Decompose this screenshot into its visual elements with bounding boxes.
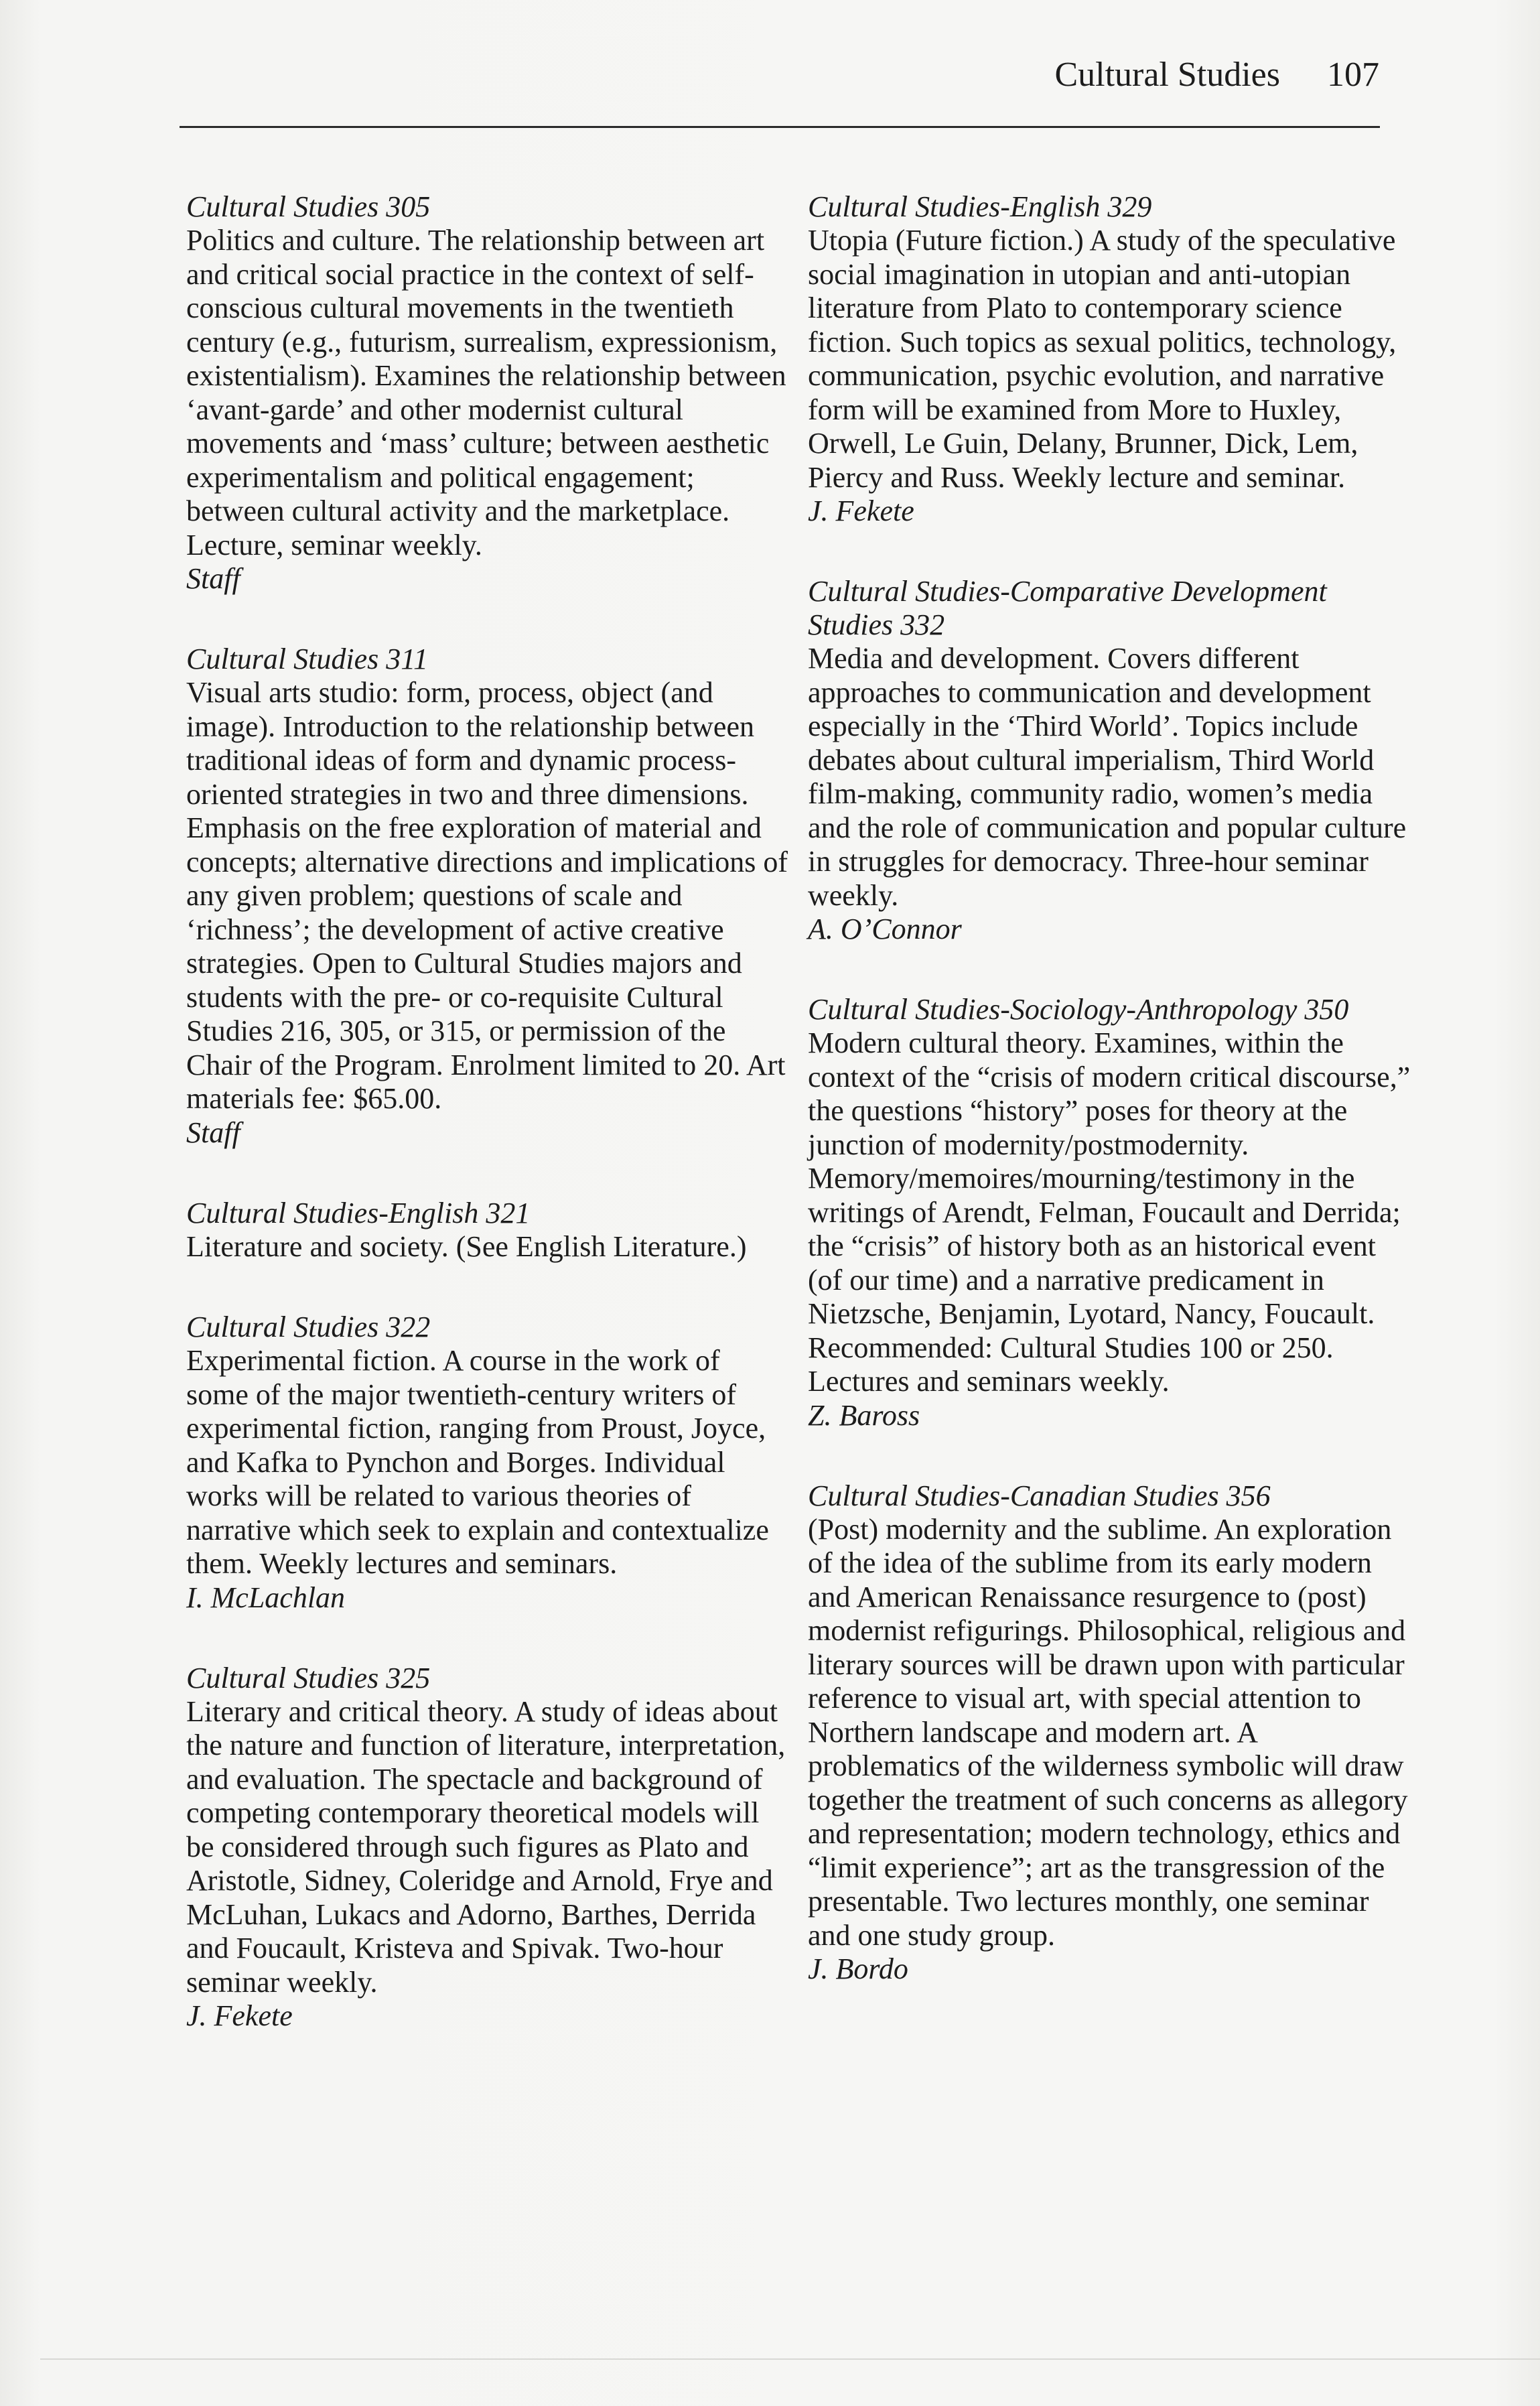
course-title: Cultural Studies-Canadian Studies 356 [808,1479,1271,1512]
running-header [1054,55,1379,94]
course-description: Experimental fiction. A course in the work of some of the major twentieth-century writers of experimental fiction, ranging from Proust, Joyce, and Kafka to Pynchon and Borges. Individual works will be related to various theories of narrative which seek to explain and contextualize them. Weekly lectures and seminars. [186,1344,769,1580]
left-column [186,190,789,2080]
course-instructor: Staff [186,1116,240,1149]
course-description: (Post) modernity and the sublime. An exploration of the idea of the sublime from its early modern and American Renaissance resurgence to (post) modernist refigurings. Philosophical, religious and literary sources will be drawn upon with particular reference to visual art, with special attention to Northern landscape and modern art. A problematics of the wilderness symbolic will draw together the treatment of such concerns as allegory and representation; modern technology, ethics and “limit experience”; art as the transgression of the presentable. Two lectures monthly, one seminar and one study group. [808,1512,1408,1952]
course-description: Politics and culture. The relationship between art and critical social practice in the context of self-conscious cultural movements in the twentieth century (e.g., futurism, surrealism, expressionism, existentialism). Examines the relationship between ‘avant-garde’ and other modernist cultural movements and ‘mass’ culture; between aesthetic experimentalism and political engagement; between cultural activity and the marketplace. Lecture, seminar weekly. [186,224,786,561]
page-number: 107 [1327,56,1379,94]
course-title: Cultural Studies-Comparative Development Studies 332 [808,575,1327,641]
course-title: Cultural Studies 325 [186,1661,431,1694]
course-instructor: J. Fekete [808,494,914,527]
course-entry [808,575,1411,946]
right-column [808,190,1411,2033]
course-title: Cultural Studies-English 329 [808,190,1152,223]
course-instructor: Staff [186,562,240,595]
course-entry [808,190,1411,528]
course-title: Cultural Studies 322 [186,1311,431,1343]
course-entry [186,1311,789,1615]
section-title: Cultural Studies [1054,56,1280,94]
page-bottom-edge [40,2358,1540,2360]
course-title: Cultural Studies 311 [186,643,428,675]
course-entry [186,1662,789,2033]
course-title: Cultural Studies-English 321 [186,1196,531,1229]
course-instructor: J. Bordo [808,1952,908,1985]
course-entry [186,1197,789,1264]
course-instructor: I. McLachlan [186,1581,346,1614]
course-title: Cultural Studies 305 [186,190,431,223]
course-instructor: J. Fekete [186,1999,293,2032]
header-rule [180,126,1380,128]
course-description: Media and development. Covers different approaches to communication and development especially in the ‘Third World’. Topics include debates about cultural imperialism, Third World film-making, community radio, women’s media and the role of communication and popular culture in struggles for democracy. Three-hour seminar weekly. [808,642,1407,912]
course-description: Modern cultural theory. Examines, within the context of the “crisis of modern critical discourse,” the questions “history” poses for theory at the junction of modernity/postmodernity. Memory/memoires/mourning/testimony in the writings of Arendt, Felman, Foucault and Derrida; the “crisis” of history both as an historical event (of our time) and a narrative predicament in Nietzsche, Benjamin, Lyotard, Nancy, Foucault. Recommended: Cultural Studies 100 or 250. Lectures and seminars weekly. [808,1026,1411,1398]
course-entry [186,190,789,596]
course-description: Literary and critical theory. A study of ideas about the nature and function of literature, interpretation, and evaluation. The spectacle and background of competing contemporary theoretical models will be considered through such figures as Plato and Aristotle, Sidney, Coleridge and Arnold, Frye and McLuhan, Lukacs and Adorno, Barthes, Derrida and Foucault, Kristeva and Spivak. Two-hour seminar weekly. [186,1694,786,1999]
course-entry [808,993,1411,1432]
course-instructor: Z. Baross [808,1398,920,1432]
course-instructor: A. O’Connor [808,913,962,945]
course-title: Cultural Studies-Sociology-Anthropology 350 [808,993,1349,1026]
course-entry [186,643,789,1150]
course-description: Visual arts studio: form, process, object (and image). Introduction to the relationship between traditional ideas of form and dynamic process-oriented strategies in two and three dimensions. Emphasis on the free exploration of material and concepts; alternative directions and implications of any given problem; questions of scale and ‘richness’; the development of active creative strategies. Open to Cultural Studies majors and students with the pre- or co-requisite Cultural Studies 216, 305, or 315, or permission of the Chair of the Program. Enrolment limited to 20. Art materials fee: $65.00. [186,676,788,1115]
course-description: Literature and society. (See English Literature.) [186,1229,747,1263]
course-entry [808,1479,1411,1987]
course-description: Utopia (Future fiction.) A study of the speculative social imagination in utopian and anti-utopian literature from Plato to contemporary science fiction. Such topics as sexual politics, technology, communication, psychic evolution, and narrative form will be examined from More to Huxley, Orwell, Le Guin, Delany, Brunner, Dick, Lem, Piercy and Russ. Weekly lecture and seminar. [808,224,1397,494]
